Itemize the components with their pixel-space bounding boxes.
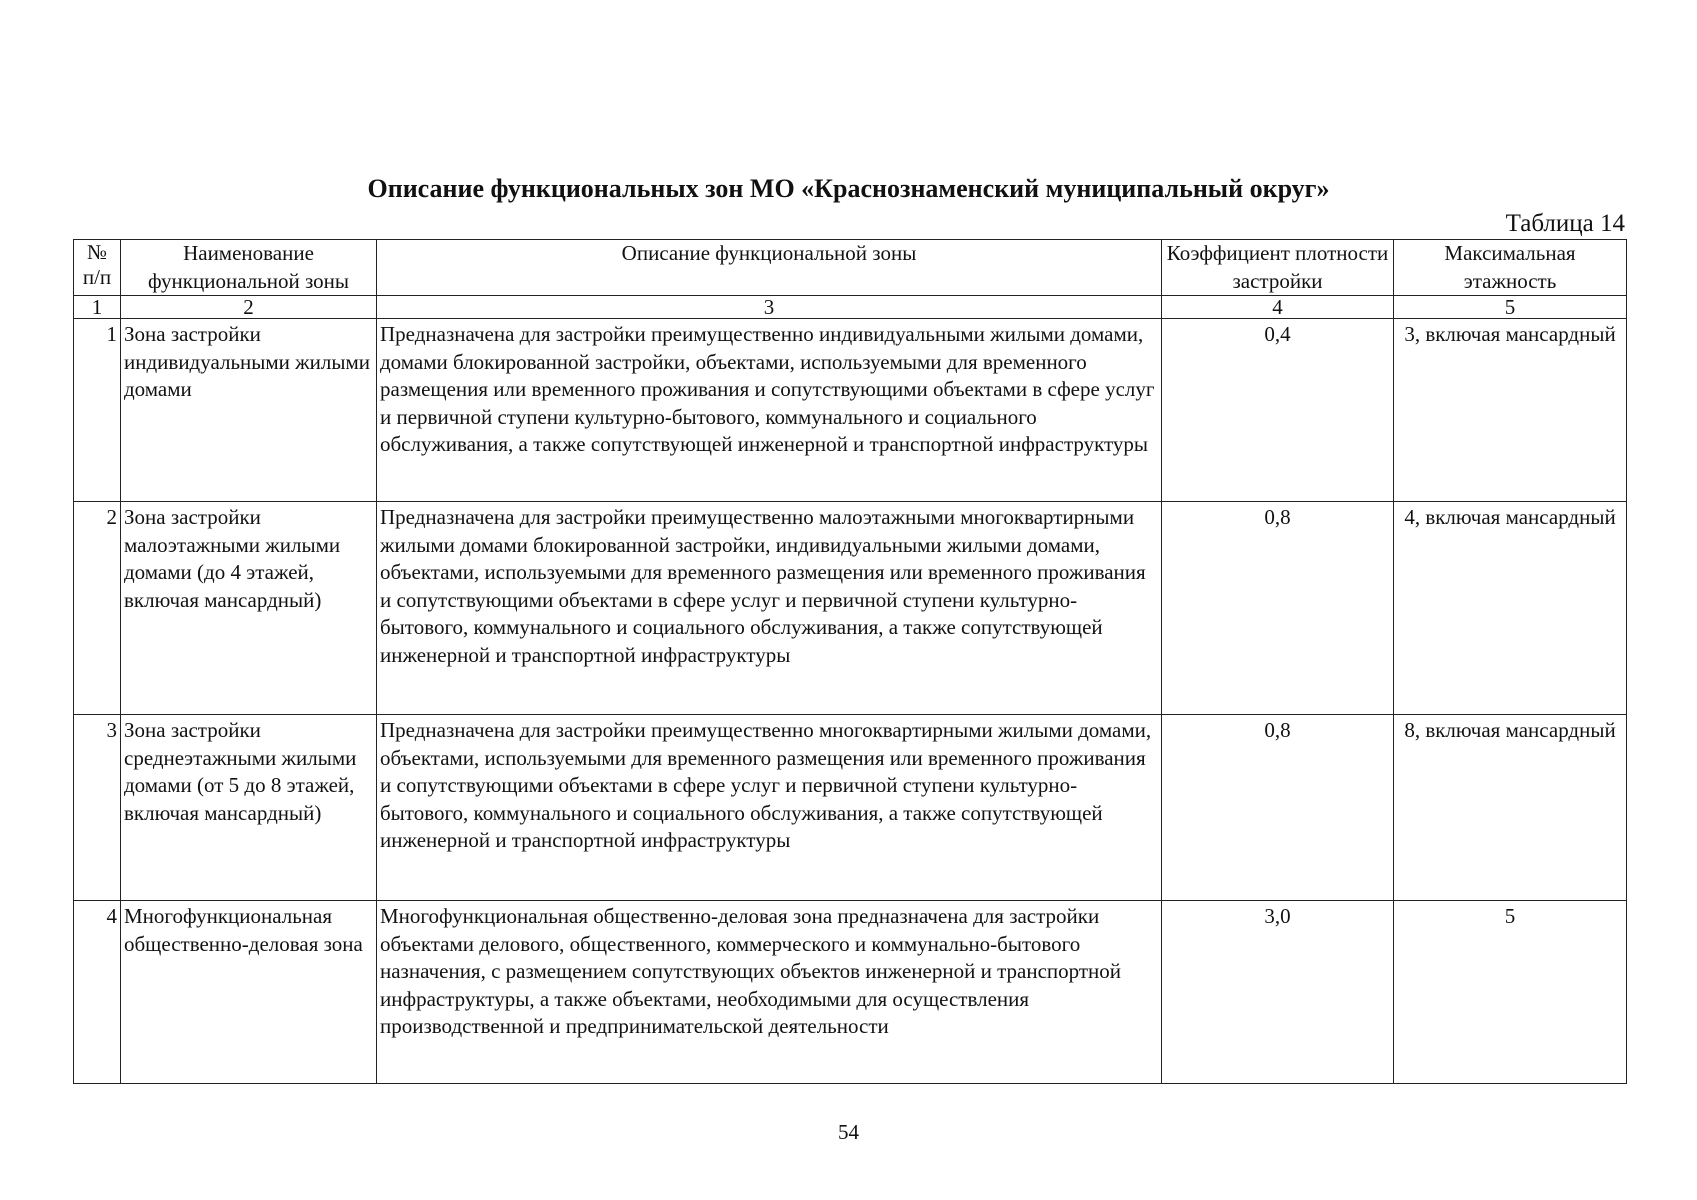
- row-num: 3: [74, 715, 121, 901]
- header-max-floors: Максимальная этажность: [1394, 240, 1627, 296]
- column-number: 3: [377, 296, 1162, 319]
- zone-max-floors: 8, включая мансардный: [1394, 715, 1627, 901]
- column-number: 1: [74, 296, 121, 319]
- zones-table: [73, 239, 1627, 1084]
- table-row: [74, 502, 1627, 715]
- row-num: 4: [74, 901, 121, 1084]
- column-number-row: [74, 296, 1627, 319]
- header-coefficient: Коэффициент плотности застройки: [1162, 240, 1394, 296]
- column-number: 2: [121, 296, 377, 319]
- zone-description: Предназначена для застройки преимущественно малоэтажными многоквартирными жилыми домами блокированной застройки, индивидуальными жилыми домами, объектами, используемыми для временного размещения или временного проживания и сопутствующими объектами в сфере услуг и первичной ступени культурно-бытового, коммунального и социального обслуживания, а также сопутствующей инженерной и транспортной инфраструктуры: [377, 502, 1162, 715]
- column-number: 5: [1394, 296, 1627, 319]
- zone-coefficient: 0,8: [1162, 715, 1394, 901]
- zone-name: Зона застройки индивидуальными жилыми домами: [121, 319, 377, 502]
- zone-description: Многофункциональная общественно-деловая зона предназначена для застройки объектами делового, общественного, коммерческого и коммунально-бытового назначения, с размещением сопутствующих объектов инженерной и транспортной инфраструктуры, а также объектами, необходимыми для осуществления производственной и предпринимательской деятельности: [377, 901, 1162, 1084]
- row-num: 1: [74, 319, 121, 502]
- row-num: 2: [74, 502, 121, 715]
- zone-coefficient: 3,0: [1162, 901, 1394, 1084]
- page-title: Описание функциональных зон МО «Краснознаменский муниципальный округ»: [367, 174, 1330, 203]
- table-label: Таблица 14: [1505, 210, 1625, 237]
- header-name: Наименование функциональной зоны: [121, 240, 377, 296]
- zone-description: Предназначена для застройки преимущественно многоквартирными жилыми домами, объектами, используемыми для временного размещения или временного проживания и сопутствующими объектами в сфере услуг и первичной ступени культурно-бытового, коммунального и социального обслуживания, а также сопутствующей инженерной и транспортной инфраструктуры: [377, 715, 1162, 901]
- zone-name: Зона застройки среднеэтажными жилыми домами (от 5 до 8 этажей, включая мансардный): [121, 715, 377, 901]
- table-header-row: [74, 240, 1627, 296]
- zone-name: Многофункциональная общественно-деловая зона: [121, 901, 377, 1084]
- header-description: Описание функциональной зоны: [377, 240, 1162, 296]
- page-number: 54: [838, 1120, 859, 1144]
- zone-description: Предназначена для застройки преимущественно индивидуальными жилыми домами, домами блокированной застройки, объектами, используемыми для временного размещения или временного проживания и сопутствующими объектами в сфере услуг и первичной ступени культурно-бытового, коммунального и социального обслуживания, а также сопутствующей инженерной и транспортной инфраструктуры: [377, 319, 1162, 502]
- zone-max-floors: 4, включая мансардный: [1394, 502, 1627, 715]
- table-row: [74, 715, 1627, 901]
- zone-name: Зона застройки малоэтажными жилыми домами (до 4 этажей, включая мансардный): [121, 502, 377, 715]
- zone-coefficient: 0,4: [1162, 319, 1394, 502]
- table-row: [74, 901, 1627, 1084]
- header-num: № п/п: [74, 240, 121, 296]
- zone-coefficient: 0,8: [1162, 502, 1394, 715]
- zone-max-floors: 3, включая мансардный: [1394, 319, 1627, 502]
- table-row: [74, 319, 1627, 502]
- zone-max-floors: 5: [1394, 901, 1627, 1084]
- column-number: 4: [1162, 296, 1394, 319]
